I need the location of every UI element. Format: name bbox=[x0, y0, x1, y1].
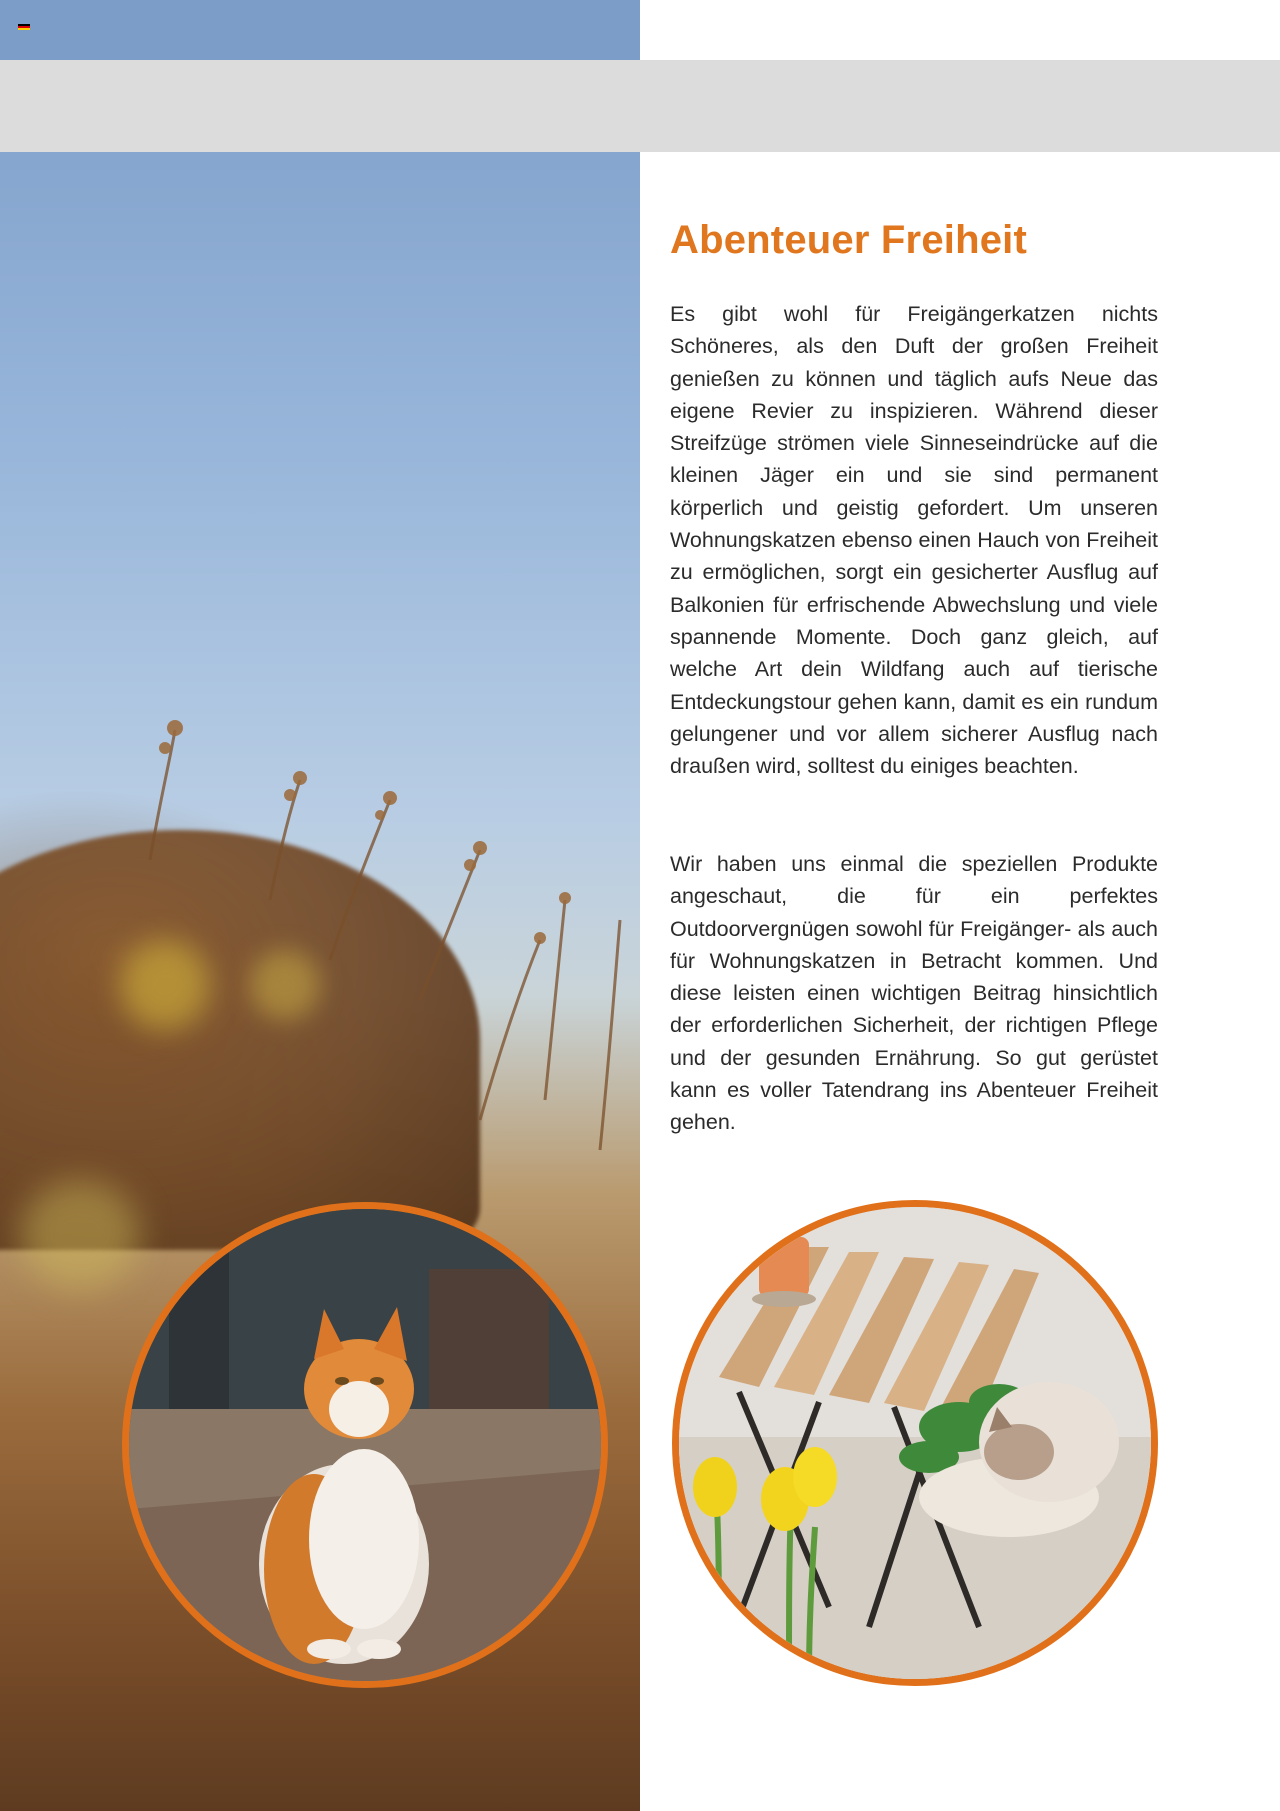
german-flag-icon bbox=[18, 24, 30, 30]
balcony-photo-circle bbox=[672, 1200, 1158, 1686]
article-paragraph-1: Es gibt wohl für Freigängerkatzen nichts Schöneres, als den Duft der großen Freiheit genießen zu können und täglich aufs Neue das eigene Revier zu inspizieren. Während dieser Streifzüge strömen viele Sinneseindrücke auf die kleinen Jäger ein und sie sind permanent körperlich und geistig gefordert. Um unseren Wohnungskatzen ebenso einen Hauch von Freiheit zu ermöglichen, sorgt ein gesicherter Ausflug auf Balkonien für erfrischende Abwechslung und viele spannende Momente. Doch ganz gleich, auf welche Art dein Wildfang auch auf tierische Entdeckungstour gehen kann, damit es ein rundum gelungener und vor allem sicherer Ausflug nach draußen wird, solltest du einiges beachten. bbox=[670, 302, 1158, 779]
cat-on-chair bbox=[979, 1382, 1119, 1502]
top-strip bbox=[0, 0, 640, 60]
header-band bbox=[0, 60, 1280, 152]
mug bbox=[759, 1237, 809, 1297]
article-title: Abenteuer Freiheit bbox=[670, 218, 1027, 262]
cat-photo-circle bbox=[122, 1202, 608, 1688]
article-paragraph-2: Wir haben uns einmal die speziellen Produkte angeschaut, die für ein perfektes Outdoorvergnügen sowohl für Freigänger- als auch für Wohnungskatzen in Betracht kommen. Und diese leisten einen wichtigen Beitrag hinsichtlich der erforderlichen Sicherheit, der richtigen Pflege und der gesunden Ernährung. So gut gerüstet kann es voller Tatendrang ins Abenteuer Freiheit gehen. bbox=[670, 852, 1158, 1135]
